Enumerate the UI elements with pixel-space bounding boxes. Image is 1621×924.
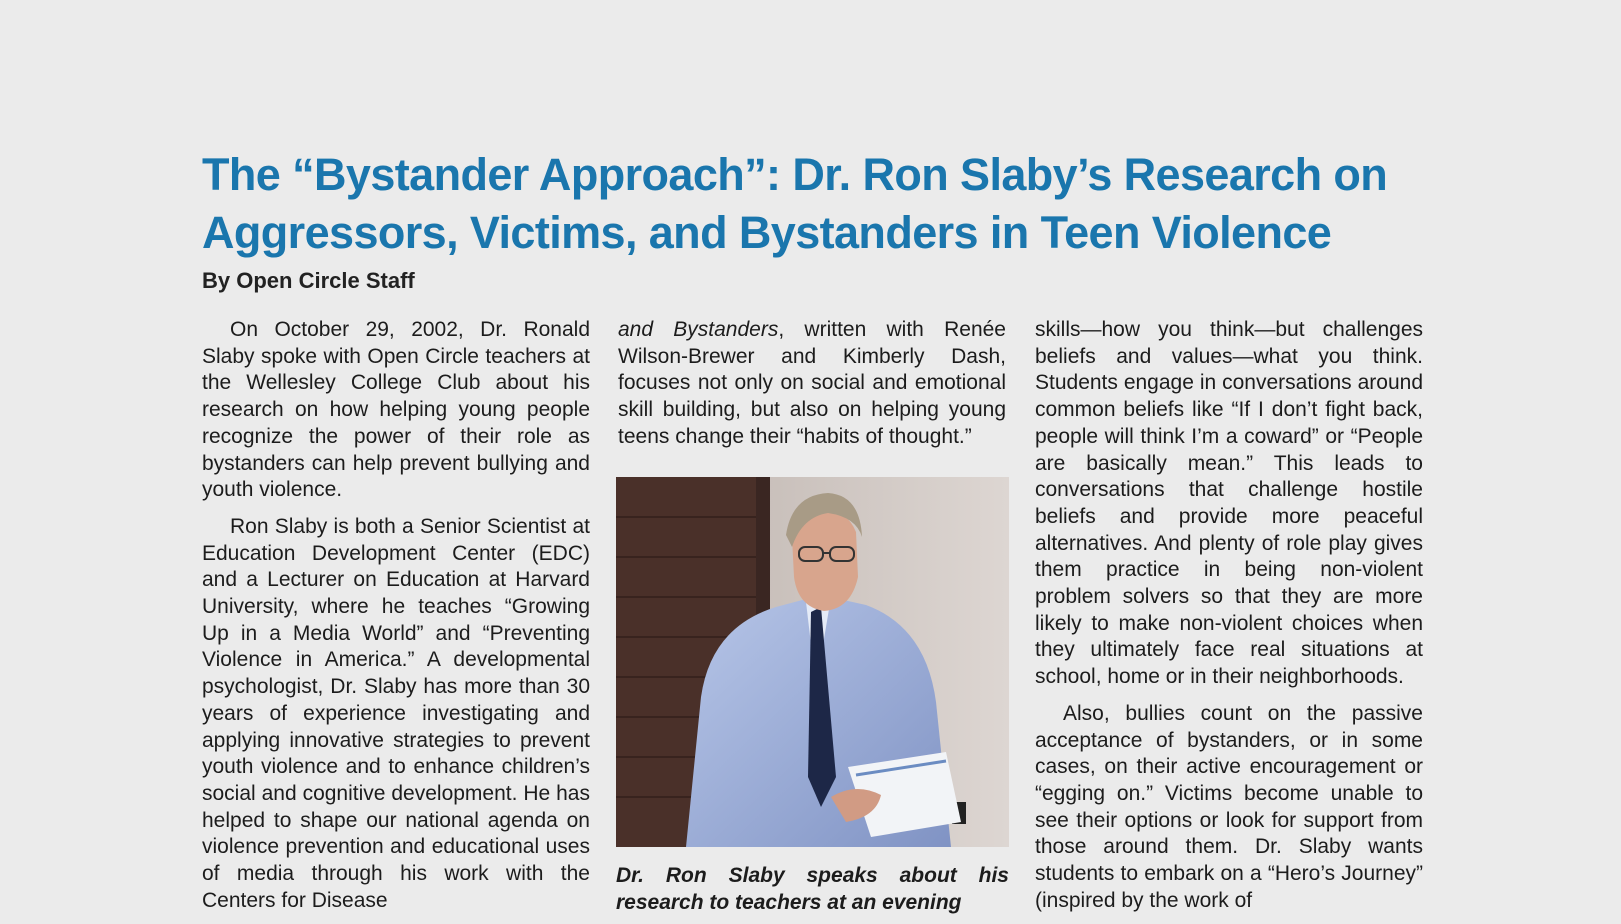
paragraph: Also, bullies count on the passive acceptance of bystanders, or in some cases, on their active encouragement or “egging on.” Victims become unable to see their options or look for support from those around them. Dr. Slaby wants students to embark on a “Hero’s Journey” (inspired by the work of [1035,701,1423,912]
column-3 [1035,317,1423,924]
column-2 [618,317,1006,461]
column-1 [202,317,590,924]
article-title-line-1: The “Bystander Approach”: Dr. Ron Slaby’s Research on [202,149,1388,200]
paragraph: skills—how you think—but challenges beliefs and values—what you think. Students engage in conversations around common beliefs like “If I don’t fight back, people will think I’m a coward” or “People are basically mean.” This leads to conversations that challenge hostile beliefs and provide more peaceful alternatives. And plenty of role play gives them practice in being non-violent problem solvers so that they are more likely to make non-violent choices when they ultimately face real situations at school, home or in their neighborhoods. [1035,318,1423,689]
article-byline: By Open Circle Staff [202,268,415,293]
article-title [202,146,1424,262]
paragraph-text: , written with Renée Wilson-Brewer and Kimberly Dash, focuses not only on social and emotional skill building, but also on helping young teens change their “habits of thought.” [618,318,1006,448]
paragraph: On October 29, 2002, Dr. Ronald Slaby spoke with Open Circle teachers at the Wellesley College Club about his research on how helping young people recognize the power of their role as bystanders can help prevent bullying and youth violence. [202,318,590,502]
photo-caption: Dr. Ron Slaby speaks about his research to teachers at an evening [616,864,1009,914]
article-title-line-2: Aggressors, Victims, and Bystanders in Teen Violence [202,207,1332,258]
paragraph: Ron Slaby is both a Senior Scientist at Education Development Center (EDC) and a Lecturer on Education at Harvard University, where he teaches “Growing Up in a Media World” and “Preventing Violence in America.” A developmental psychologist, Dr. Slaby has more than 30 years of experience investigating and applying innovative strategies to prevent youth violence and to enhance children’s social and cognitive development. He has helped to shape our national agenda on violence prevention and educational uses of media through his work with the Centers for Disease [202,514,590,912]
book-title-fragment: and Bystanders [618,318,779,341]
paragraph [618,317,1006,451]
photo-dr-slaby [616,477,1009,847]
photo-illustration [616,477,1009,847]
